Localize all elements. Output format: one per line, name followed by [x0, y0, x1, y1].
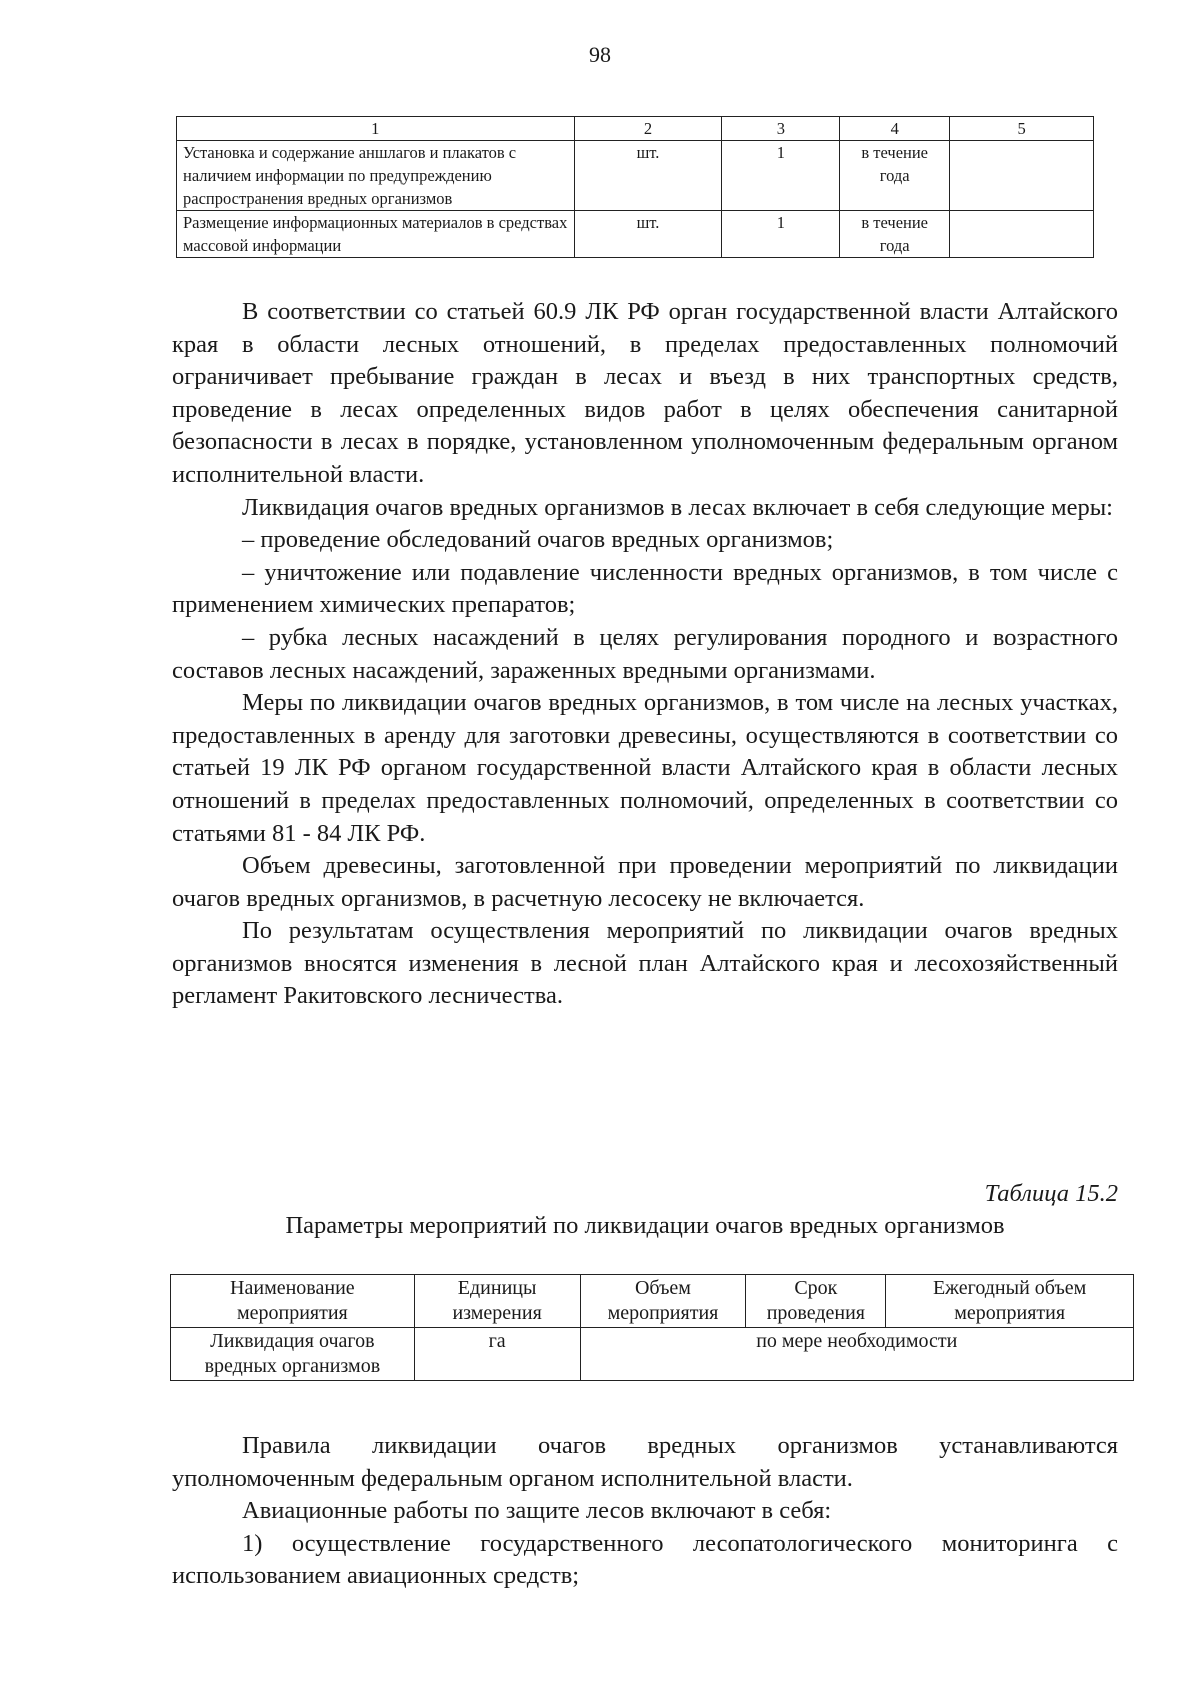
paragraph: В соответствии со статьей 60.9 ЛК РФ орган государственной власти Алтайского края в области лесных отношений, в пределах предоставленных полномочий ограничивает пребывание граждан в лесах и въезд в них транспортных средств, проведение в лесах определенных видов работ в целях обеспечения санитарной безопасности в лесах в порядке, установленном уполномоченным федеральным органом исполнительной власти.	[172, 298, 1118, 488]
table-header-cell: Ежегодный объем мероприятия	[886, 1275, 1134, 1328]
table-header-cell: Наименование мероприятия	[171, 1275, 415, 1328]
table-row	[171, 1328, 1134, 1381]
table-caption	[172, 1178, 1118, 1242]
table-row	[177, 211, 1094, 258]
table-header-row	[171, 1275, 1134, 1328]
bullet-item: – проведение обследований очагов вредных организмов;	[242, 526, 834, 554]
table-header-cell: Срок проведения	[746, 1275, 886, 1328]
table-cell: 1	[722, 141, 840, 211]
paragraph: Авиационные работы по защите лесов включают в себя:	[242, 1497, 832, 1525]
main-text	[172, 296, 1118, 1013]
paragraph: Объем древесины, заготовленной при проведении мероприятий по ликвидации очагов вредных организмов, в расчетную лесосеку не включается.	[172, 852, 1118, 912]
table-cell: 1	[722, 211, 840, 258]
table-header-cell: Объем мероприятия	[580, 1275, 746, 1328]
closing-text	[172, 1430, 1118, 1593]
table-cell: шт.	[574, 141, 722, 211]
table-header-cell: 2	[574, 117, 722, 141]
table-header-cell: 5	[950, 117, 1094, 141]
table-header-cell: Единицы измерения	[414, 1275, 580, 1328]
table-cell: в течение года	[840, 211, 950, 258]
paragraph: По результатам осуществления мероприятий по ликвидации очагов вредных организмов вносятся изменения в лесной план Алтайского края и лесохозяйственный регламент Ракитовского лесничества.	[172, 917, 1118, 1010]
params-table	[170, 1274, 1134, 1381]
table-cell: Размещение информационных материалов в средствах массовой информации	[177, 211, 575, 258]
page-number: 98	[589, 42, 611, 67]
table-header-cell: 3	[722, 117, 840, 141]
table-cell: га	[414, 1328, 580, 1381]
table-header-row	[177, 117, 1094, 141]
table-number: Таблица 15.2	[984, 1180, 1118, 1207]
paragraph: Правила ликвидации очагов вредных организмов устанавливаются уполномоченным федеральным органом исполнительной власти.	[172, 1432, 1118, 1492]
table-header-cell: 1	[177, 117, 575, 141]
table-cell	[950, 141, 1094, 211]
paragraph: Ликвидация очагов вредных организмов в лесах включает в себя следующие меры:	[242, 493, 1113, 521]
table-cell-merged: по мере необходимости	[580, 1328, 1133, 1381]
paragraph: 1) осуществление государственного лесопатологического мониторинга с использованием авиационных средств;	[172, 1529, 1118, 1590]
bullet-item: – уничтожение или подавление численности вредных организмов, в том числе с применением химических препаратов;	[172, 558, 1118, 619]
table-row	[177, 141, 1094, 211]
table-cell: Установка и содержание аншлагов и плакатов с наличием информации по предупреждению распространения вредных организмов	[177, 141, 575, 211]
table-cell: шт.	[574, 211, 722, 258]
bullet-item: – рубка лесных насаждений в целях регулирования породного и возрастного составов лесных насаждений, зараженных вредными организмами.	[172, 623, 1118, 684]
table-title: Параметры мероприятий по ликвидации очагов вредных организмов	[285, 1212, 1005, 1239]
table-cell: Ликвидация очагов вредных организмов	[171, 1328, 415, 1381]
table-cell: в течение года	[840, 141, 950, 211]
measures-table	[176, 116, 1094, 258]
table-header-cell: 4	[840, 117, 950, 141]
table-cell	[950, 211, 1094, 258]
paragraph: Меры по ликвидации очагов вредных организмов, в том числе на лесных участках, предоставленных в аренду для заготовки древесины, осуществляются в соответствии со статьей 19 ЛК РФ органом государственной власти Алтайского края в области лесных отношений в пределах предоставленных полномочий, определенных в соответствии со статьями 81 - 84 ЛК РФ.	[172, 689, 1118, 847]
